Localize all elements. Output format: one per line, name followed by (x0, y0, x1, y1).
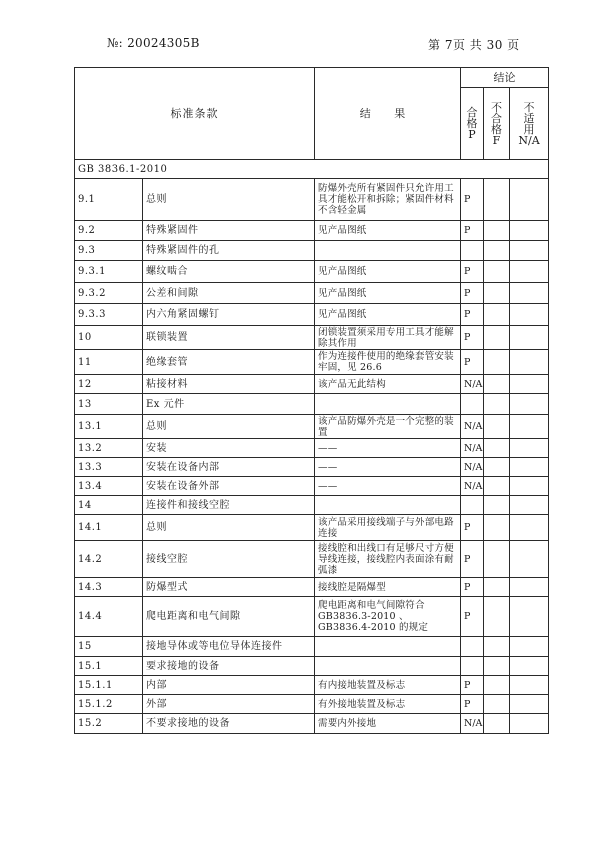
result-text: —— (315, 477, 461, 496)
header-fail: 不 合 格 F (484, 88, 510, 160)
result-text: —— (315, 458, 461, 477)
standard-reference: GB 3836.1-2010 (75, 160, 549, 179)
clause-number: 15.1.2 (75, 695, 143, 714)
verdict-pass: N/A (461, 714, 484, 734)
table-row (75, 221, 549, 241)
result-text (315, 637, 461, 657)
table-row (75, 637, 549, 657)
verdict-fail (484, 714, 510, 734)
table-row (75, 326, 549, 350)
result-text: 需要内外接地 (315, 714, 461, 734)
result-text: 见产品图纸 (315, 221, 461, 241)
verdict-not-applicable (510, 394, 549, 415)
clause-number: 13.3 (75, 458, 143, 477)
verdict-fail (484, 515, 510, 541)
clause-number: 10 (75, 326, 143, 350)
verdict-not-applicable (510, 477, 549, 496)
clause-title: 安装在设备外部 (143, 477, 315, 496)
table-row (75, 477, 549, 496)
verdict-fail (484, 350, 510, 375)
report-number: №: 20024305B (107, 36, 200, 50)
clause-number: 9.3.3 (75, 304, 143, 326)
verdict-pass: N/A (461, 477, 484, 496)
table-row (75, 261, 549, 283)
table-row (75, 657, 549, 676)
table-row (75, 283, 549, 304)
clause-title: 爬电距离和电气间隙 (143, 597, 315, 637)
table-row (75, 714, 549, 734)
clause-title: 公差和间隙 (143, 283, 315, 304)
table-row (75, 439, 549, 458)
clause-title: 内部 (143, 676, 315, 695)
table-row (75, 458, 549, 477)
verdict-pass: N/A (461, 458, 484, 477)
clause-title: Ex 元件 (143, 394, 315, 415)
verdict-fail (484, 496, 510, 515)
verdict-not-applicable (510, 241, 549, 261)
clause-number: 13.2 (75, 439, 143, 458)
verdict-pass: P (461, 597, 484, 637)
verdict-not-applicable (510, 695, 549, 714)
clause-number: 13 (75, 394, 143, 415)
result-text (315, 241, 461, 261)
verdict-pass: P (461, 261, 484, 283)
clause-title: 防爆型式 (143, 578, 315, 597)
clause-number: 14.2 (75, 541, 143, 578)
clause-title: 联锁装置 (143, 326, 315, 350)
table-row (75, 415, 549, 439)
verdict-pass: P (461, 326, 484, 350)
result-text: 该产品无此结构 (315, 375, 461, 394)
test-results-table (74, 67, 549, 734)
verdict-not-applicable (510, 515, 549, 541)
clause-title: 总则 (143, 179, 315, 221)
verdict-not-applicable (510, 541, 549, 578)
verdict-not-applicable (510, 304, 549, 326)
verdict-not-applicable (510, 676, 549, 695)
clause-number: 15 (75, 637, 143, 657)
clause-title: 连接件和接线空腔 (143, 496, 315, 515)
table-row (75, 304, 549, 326)
verdict-fail (484, 458, 510, 477)
clause-title: 接地导体或等电位导体连接件 (143, 637, 315, 657)
verdict-not-applicable (510, 458, 549, 477)
verdict-not-applicable (510, 637, 549, 657)
verdict-fail (484, 439, 510, 458)
clause-title: 接线空腔 (143, 541, 315, 578)
verdict-fail (484, 597, 510, 637)
verdict-pass: N/A (461, 439, 484, 458)
verdict-pass: P (461, 578, 484, 597)
clause-number: 13.4 (75, 477, 143, 496)
clause-number: 14 (75, 496, 143, 515)
verdict-pass: P (461, 283, 484, 304)
table-row (75, 179, 549, 221)
clause-number: 11 (75, 350, 143, 375)
result-text: 接线腔是隔爆型 (315, 578, 461, 597)
verdict-pass: P (461, 304, 484, 326)
verdict-fail (484, 179, 510, 221)
table-row (75, 597, 549, 637)
table-row (75, 394, 549, 415)
result-text: 见产品图纸 (315, 283, 461, 304)
clause-title: 不要求接地的设备 (143, 714, 315, 734)
verdict-fail (484, 541, 510, 578)
verdict-pass (461, 496, 484, 515)
clause-number: 12 (75, 375, 143, 394)
verdict-not-applicable (510, 597, 549, 637)
clause-title: 粘接材料 (143, 375, 315, 394)
verdict-not-applicable (510, 350, 549, 375)
verdict-fail (484, 637, 510, 657)
verdict-not-applicable (510, 439, 549, 458)
clause-title: 螺纹啮合 (143, 261, 315, 283)
verdict-not-applicable (510, 179, 549, 221)
verdict-fail (484, 241, 510, 261)
verdict-pass: P (461, 541, 484, 578)
verdict-fail (484, 415, 510, 439)
clause-number: 15.1.1 (75, 676, 143, 695)
verdict-not-applicable (510, 283, 549, 304)
verdict-not-applicable (510, 221, 549, 241)
verdict-pass: P (461, 515, 484, 541)
result-text (315, 394, 461, 415)
clause-number: 9.1 (75, 179, 143, 221)
result-text: 有外接地装置及标志 (315, 695, 461, 714)
result-text: 接线腔和出线口有足够尺寸方便导线连接，接线腔内表面涂有耐弧漆 (315, 541, 461, 578)
clause-title: 特殊紧固件的孔 (143, 241, 315, 261)
result-text: 见产品图纸 (315, 304, 461, 326)
page-header (0, 0, 600, 60)
clause-title: 总则 (143, 515, 315, 541)
header-pass: 合 格 P (461, 88, 484, 160)
header-not-applicable: 不 适 用 N/A (510, 88, 549, 160)
verdict-pass: P (461, 695, 484, 714)
verdict-pass (461, 241, 484, 261)
clause-number: 14.3 (75, 578, 143, 597)
result-text: 有内接地装置及标志 (315, 676, 461, 695)
verdict-fail (484, 221, 510, 241)
verdict-fail (484, 695, 510, 714)
clause-number: 9.2 (75, 221, 143, 241)
verdict-pass: P (461, 350, 484, 375)
verdict-pass (461, 657, 484, 676)
verdict-fail (484, 375, 510, 394)
verdict-not-applicable (510, 714, 549, 734)
clause-number: 15.2 (75, 714, 143, 734)
verdict-fail (484, 578, 510, 597)
table-row (75, 541, 549, 578)
table-row (75, 676, 549, 695)
verdict-fail (484, 326, 510, 350)
clause-number: 9.3 (75, 241, 143, 261)
verdict-pass (461, 637, 484, 657)
verdict-not-applicable (510, 261, 549, 283)
verdict-not-applicable (510, 578, 549, 597)
verdict-not-applicable (510, 657, 549, 676)
result-text: 闭锁装置须采用专用工具才能解除其作用 (315, 326, 461, 350)
clause-title: 内六角紧固螺钉 (143, 304, 315, 326)
clause-number: 13.1 (75, 415, 143, 439)
clause-number: 14.4 (75, 597, 143, 637)
result-text: 该产品防爆外壳是一个完整的装置 (315, 415, 461, 439)
verdict-fail (484, 657, 510, 676)
table-row (75, 578, 549, 597)
table-row (75, 695, 549, 714)
verdict-not-applicable (510, 375, 549, 394)
verdict-fail (484, 394, 510, 415)
table-row (75, 350, 549, 375)
clause-title: 特殊紧固件 (143, 221, 315, 241)
result-text: 作为连接件使用的绝缘套管安装牢固，见 26.6 (315, 350, 461, 375)
header-standard-clause: 标准条款 (75, 68, 315, 160)
result-text: 爬电距离和电气间隙符合 GB3836.3-2010 、GB3836.4-2010 的规定 (315, 597, 461, 637)
table-row (75, 241, 549, 261)
verdict-pass: N/A (461, 375, 484, 394)
verdict-not-applicable (510, 496, 549, 515)
verdict-pass: P (461, 221, 484, 241)
result-text: 该产品采用接线端子与外部电路连接 (315, 515, 461, 541)
verdict-fail (484, 676, 510, 695)
clause-title: 总则 (143, 415, 315, 439)
clause-title: 安装 (143, 439, 315, 458)
clause-number: 15.1 (75, 657, 143, 676)
clause-number: 9.3.1 (75, 261, 143, 283)
verdict-fail (484, 477, 510, 496)
verdict-fail (484, 283, 510, 304)
page-number: 第 7页 共 30 页 (428, 38, 520, 52)
verdict-fail (484, 304, 510, 326)
verdict-pass: N/A (461, 415, 484, 439)
clause-title: 外部 (143, 695, 315, 714)
verdict-pass: P (461, 676, 484, 695)
verdict-pass: P (461, 179, 484, 221)
verdict-fail (484, 261, 510, 283)
result-text: —— (315, 439, 461, 458)
table-row (75, 375, 549, 394)
clause-title: 安装在设备内部 (143, 458, 315, 477)
result-text: 见产品图纸 (315, 261, 461, 283)
result-text (315, 496, 461, 515)
verdict-not-applicable (510, 415, 549, 439)
header-result: 结 果 (315, 68, 461, 160)
table-row (75, 496, 549, 515)
result-text: 防爆外壳所有紧固件只允许用工具才能松开和拆除；紧固件材料不含轻金属 (315, 179, 461, 221)
clause-number: 14.1 (75, 515, 143, 541)
verdict-not-applicable (510, 326, 549, 350)
result-text (315, 657, 461, 676)
clause-title: 绝缘套管 (143, 350, 315, 375)
verdict-pass (461, 394, 484, 415)
clause-number: 9.3.2 (75, 283, 143, 304)
clause-title: 要求接地的设备 (143, 657, 315, 676)
table-row (75, 515, 549, 541)
header-conclusion: 结论 (461, 68, 549, 88)
